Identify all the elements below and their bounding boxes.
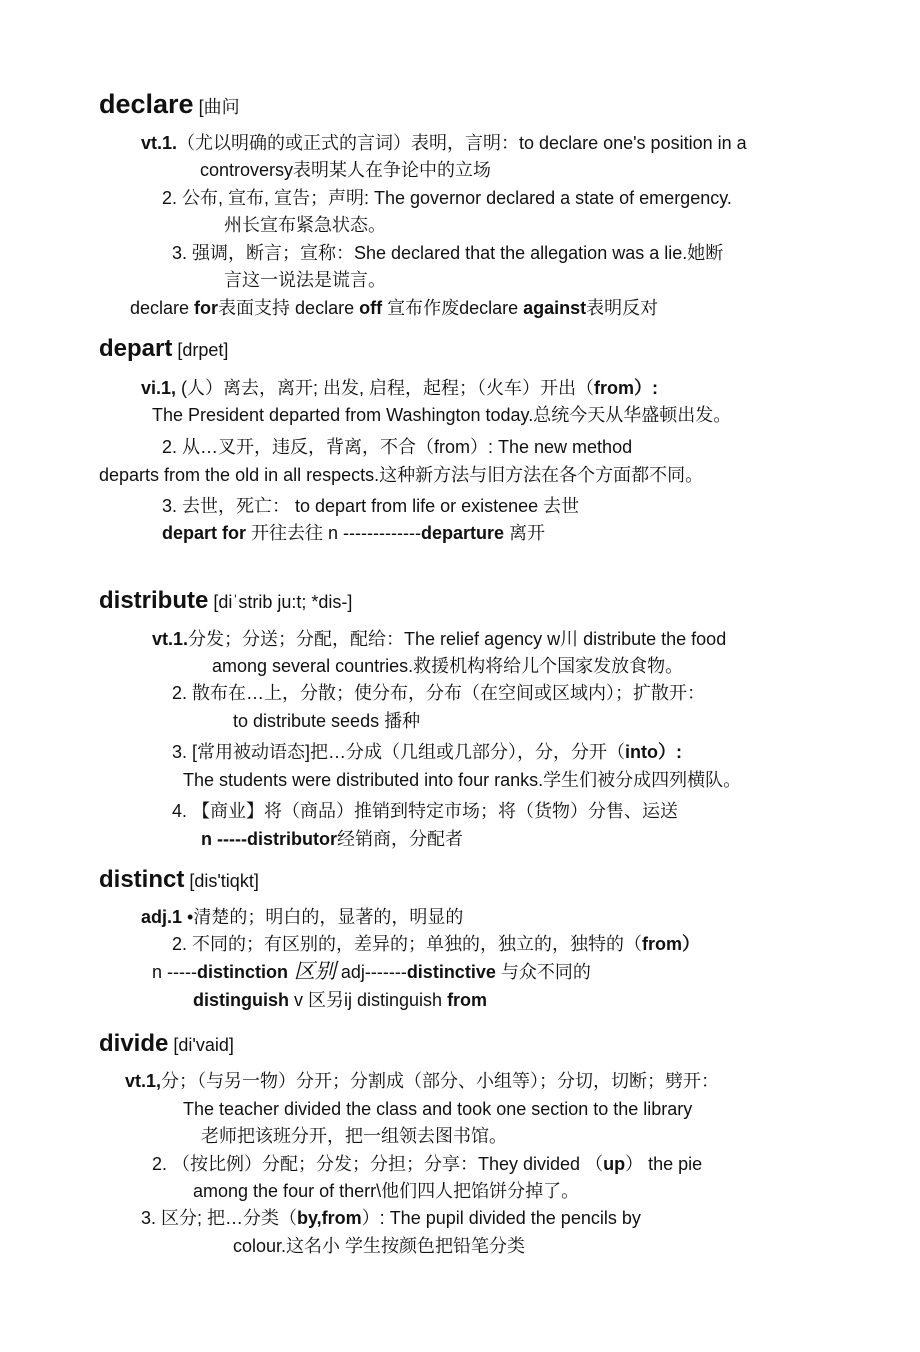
definition-line: colour.这名小 学生按颜色把铅笔分类	[233, 1236, 526, 1256]
definition-line: 2. 公布, 宣布, 宣告；声明: The governor declared a state of emergency.	[162, 188, 732, 208]
part-of-speech: vt.1.	[141, 133, 178, 153]
phrase-text: 离开	[503, 523, 545, 543]
definition-text: 2. 不同的；有区别的，差异的；单独的，独立的，独特的（	[172, 934, 643, 954]
definition-line: 2. 散布在…上，分散；使分布，分布（在空间或区域内）；扩散开：	[172, 683, 706, 703]
phrase-keyword: against	[523, 298, 587, 318]
phrase-keyword: for	[194, 298, 219, 318]
definition-line: among several countries.救援机构将给儿个国家发放食物。	[212, 656, 684, 676]
definition-keyword: by,from	[297, 1208, 362, 1228]
definition-text: •清楚的；明白的，显著的，明显的	[182, 907, 464, 927]
entry-declare	[99, 88, 240, 120]
phrase-keyword: off	[359, 298, 383, 318]
definition-line: controversy表明某人在争论中的立场	[200, 160, 492, 180]
phrase-text: n -----	[152, 962, 197, 982]
phrase-text: adj-------	[335, 962, 407, 982]
definition-line	[152, 1152, 702, 1176]
definition-line: among the four of therr\他们四人把馅饼分掉了。	[193, 1181, 580, 1201]
phrase-text: 区别	[287, 960, 336, 983]
definition-keyword: up	[603, 1154, 626, 1174]
phrase-text: 表明反对	[586, 298, 659, 318]
phrase-keyword: n -----distributor	[201, 829, 337, 849]
definition-line: 老师把该班分开，把一组领去图书馆。	[201, 1126, 507, 1146]
entry-distinct	[99, 864, 259, 896]
entry-distribute	[99, 585, 352, 617]
phrase-line	[130, 296, 658, 320]
definition-keyword: from）	[642, 934, 701, 954]
definition-line	[172, 932, 700, 956]
phrase-keyword: departure	[420, 523, 504, 543]
phrase-line	[152, 960, 591, 984]
part-of-speech: vi.1,	[141, 378, 177, 398]
phrase-text: 开往去往 n -------------	[246, 523, 421, 543]
headword: divide	[99, 1030, 169, 1057]
headword: declare	[99, 89, 194, 119]
definition-line: 言这一说法是谎言。	[224, 270, 386, 290]
phonetic: [曲问	[198, 97, 240, 117]
definition-line: departs from the old in all respects.这种新方法与旧方法在各个方面都不同。	[99, 465, 704, 485]
definition-text: 3. [常用被动语态]把…分成（几组或几部分），分，分开（	[172, 742, 626, 762]
definition-text: 分发；分送；分配，配给：The relief agency w川 distribute the food	[188, 629, 727, 649]
definition-text: ）: The pupil divided the pencils by	[361, 1208, 641, 1228]
definition-text: 3. 区分; 把…分类（	[141, 1208, 298, 1228]
phrase-text: 经销商，分配者	[336, 829, 463, 849]
definition-keyword: from）:	[594, 378, 659, 398]
definition-line: 4. 【商业】将（商品）推销到特定市场；将（货物）分售、运送	[172, 801, 679, 821]
phrase-text: 与众不同的	[495, 962, 591, 982]
phrase-keyword: depart for	[162, 523, 247, 543]
definition-line: The teacher divided the class and took one section to the library	[183, 1099, 693, 1119]
entry-divide	[99, 1028, 234, 1060]
definition-line: to distribute seeds 播种	[233, 711, 421, 731]
phonetic: [drpet]	[177, 340, 229, 360]
definition-line	[141, 905, 463, 929]
phonetic: [diˈstrib ju:t; *dis-]	[213, 592, 353, 612]
definition-line	[152, 627, 726, 651]
definition-text: 2. （按比例）分配；分发；分担；分享：They divided （	[152, 1154, 604, 1174]
phrase-keyword: from	[447, 990, 488, 1010]
phrase-line	[162, 521, 545, 545]
definition-line	[141, 1206, 641, 1230]
definition-text: ） the pie	[625, 1154, 703, 1174]
part-of-speech: vt.1,	[125, 1071, 162, 1091]
phrase-text: v 区另ij distinguish	[289, 990, 448, 1010]
definition-line	[125, 1069, 719, 1093]
phrase-text: declare	[130, 298, 195, 318]
phrase-text: 表面支持 declare	[218, 298, 360, 318]
headword: distinct	[99, 866, 185, 893]
definition-text: 分；（与另一物）分开；分割成（部分、小组等）；分切，切断；劈开：	[161, 1071, 720, 1091]
definition-line: The students were distributed into four ranks.学生们被分成四列横队。	[183, 770, 742, 790]
definition-line: 3. 去世，死亡： to depart from life or existenee 去世	[162, 496, 580, 516]
definition-line	[141, 376, 658, 400]
definition-line: 2. 从…叉开，违反，背离，不合（from）: The new method	[162, 437, 633, 457]
definition-line: 3. 强调，断言；宣称：She declared that the allegation was a lie.她断	[172, 243, 724, 263]
headword: distribute	[99, 587, 209, 614]
definition-text: （尤以明确的或正式的言词）表明，言明：to declare one's position in a	[177, 133, 747, 153]
phonetic: [dis'tiqkt]	[189, 871, 259, 891]
definition-line: The President departed from Washington today.总统今天从华盛顿出发。	[152, 405, 732, 425]
phrase-keyword: distinctive	[406, 962, 496, 982]
definition-keyword: into）:	[625, 742, 682, 762]
headword: depart	[99, 335, 173, 362]
phrase-line	[193, 988, 487, 1012]
phonetic: [di'vaid]	[173, 1035, 234, 1055]
entry-depart	[99, 333, 228, 365]
phrase-keyword: distinction	[196, 962, 288, 982]
part-of-speech: vt.1.	[152, 629, 189, 649]
definition-line	[141, 131, 747, 155]
phrase-keyword: distinguish	[193, 990, 289, 1010]
definition-text: (人）离去，离开; 出发, 启程，起程；（火车）开出（	[176, 378, 595, 398]
phrase-text: 宣布作废declare	[382, 298, 524, 318]
definition-line: 州长宣布紧急状态。	[224, 215, 386, 235]
phrase-line	[201, 827, 463, 851]
part-of-speech: adj.1	[141, 907, 183, 927]
definition-line	[172, 740, 682, 764]
